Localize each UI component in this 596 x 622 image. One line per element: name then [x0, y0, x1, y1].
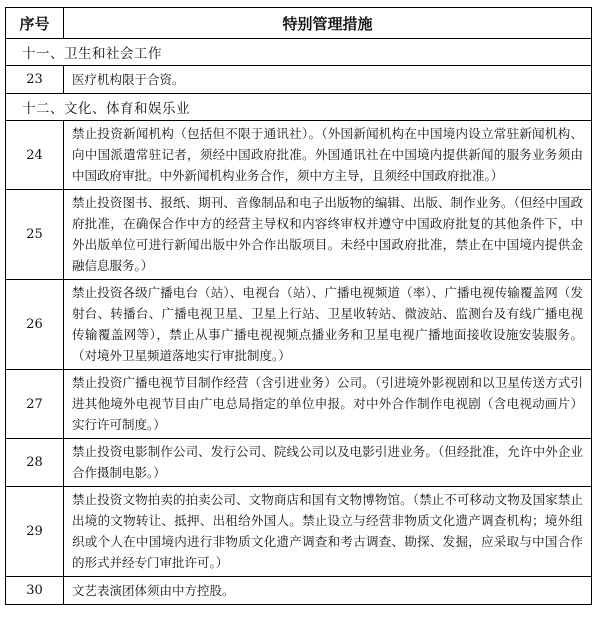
row-text: 文艺表演团体须由中方控股。 — [64, 577, 592, 605]
row-num: 23 — [6, 66, 64, 94]
row-num: 25 — [6, 190, 64, 280]
row-text: 医疗机构限于合资。 — [64, 66, 592, 94]
table-row — [6, 190, 592, 280]
row-text: 禁止投资图书、报纸、期刊、音像制品和电子出版物的编辑、出版、制作业务。（但经中国政府批准，在确保合作中方的经营主导权和内容终审权并遵守中国政府批复的其他条件下，中外出版单位可进行新闻出版中外合作出版项目。未经中国政府批准，禁止在中国境内提供金融信息服务。） — [64, 190, 592, 280]
row-num: 29 — [6, 487, 64, 577]
row-num: 28 — [6, 439, 64, 487]
table-row — [6, 121, 592, 190]
section-row — [6, 39, 592, 66]
table-row — [6, 66, 592, 94]
row-text: 禁止投资广播电视节目制作经营（含引进业务）公司。（引进境外影视剧和以卫星传送方式引进其他境外电视节目由广电总局指定的单位申报。对中外合作制作电视剧（含电视动画片）实行许可制度。） — [64, 370, 592, 439]
row-text: 禁止投资电影制作公司、发行公司、院线公司以及电影引进业务。（但经批准，允许中外企业合作摄制电影。） — [64, 439, 592, 487]
table-row — [6, 577, 592, 605]
header-content: 特别管理措施 — [64, 8, 592, 39]
table-row — [6, 370, 592, 439]
row-text: 禁止投资文物拍卖的拍卖公司、文物商店和国有文物博物馆。（禁止不可移动文物及国家禁止出境的文物转让、抵押、出租给外国人。禁止设立与经营非物质文化遗产调查机构；境外组织或个人在中国境内进行非物质文化遗产调查和考古调查、勘探、发掘，应采取与中国合作的形式并经专门审批许可。） — [64, 487, 592, 577]
section-row — [6, 94, 592, 121]
header-num: 序号 — [6, 8, 64, 39]
row-num: 30 — [6, 577, 64, 605]
table-row — [6, 439, 592, 487]
row-text: 禁止投资各级广播电台（站）、电视台（站）、广播电视频道（率）、广播电视传输覆盖网（发射台、转播台、广播电视卫星、卫星上行站、卫星收转站、微波站、监测台及有线广播电视传输覆盖网等），禁止从事广播电视视频点播业务和卫星电视广播地面接收设施安装服务。（对境外卫星频道落地实行审批制度。） — [64, 280, 592, 370]
row-num: 27 — [6, 370, 64, 439]
special-measures-table — [5, 7, 592, 605]
row-num: 26 — [6, 280, 64, 370]
row-num: 24 — [6, 121, 64, 190]
row-text: 禁止投资新闻机构（包括但不限于通讯社）。（外国新闻机构在中国境内设立常驻新闻机构、向中国派遣常驻记者，须经中国政府批准。外国通讯社在中国境内提供新闻的服务业务须由中国政府审批。中外新闻机构业务合作，须中方主导，且须经中国政府批准。） — [64, 121, 592, 190]
measures-table-container — [5, 7, 591, 605]
section-title: 十二、文化、体育和娱乐业 — [6, 94, 592, 121]
table-row — [6, 280, 592, 370]
section-title: 十一、卫生和社会工作 — [6, 39, 592, 66]
table-row — [6, 487, 592, 577]
table-header-row — [6, 8, 592, 39]
